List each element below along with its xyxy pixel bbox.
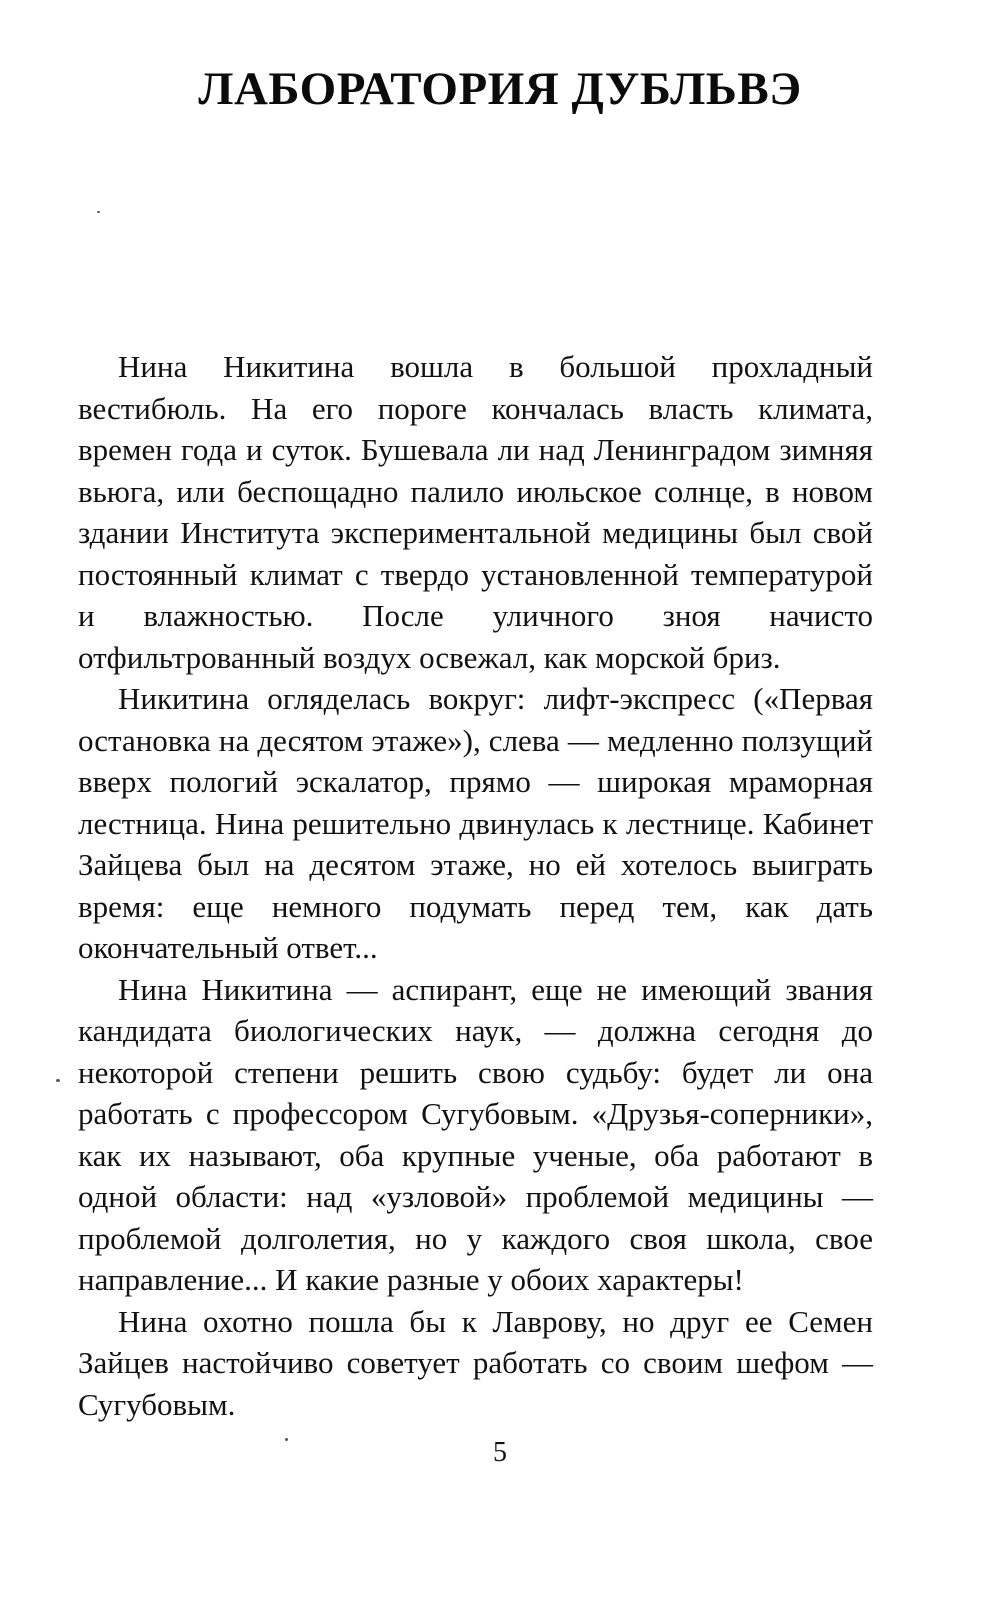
paragraph-3: Нина Никитина — аспирант, еще не имеющий звания кандидата биологических наук, — должна сегодня до некоторой степени решить свою судьбу: будет ли она работать с профессором Сугубовым. «Друзья-соперники», как их называют, оба крупные ученые, оба работают в одной области: над «узловой» проблемой медицины — проблемой долголетия, но у каждого своя школа, свое направление... И какие разные у обоих характеры!	[78, 971, 873, 1297]
paragraph-1: Нина Никитина вошла в большой прохладный вестибюль. На его пороге кончалась власть климата, времен года и суток. Бушевала ли над Ленинградом зимняя вьюга, или беспощадно палило июльское солнце, в новом здании Института экспериментальной медицины был свой постоянный климат с твердо установленной температурой и влажностью. После уличного зноя начисто отфильтрованный воздух освежал, как морской бриз.	[78, 349, 873, 675]
page-number: 5	[493, 1437, 507, 1468]
paragraph-2: Никитина огляделась вокруг: лифт-экспресс («Первая остановка на десятом этаже»), слева — медленно ползущий вверх пологий эскалатор, прямо — широкая мраморная лестница. Нина решительно двинулась к лестнице. Кабинет Зайцева был на десятом этаже, но ей хотелось выиграть время: еще немного подумать перед тем, как дать окончательный ответ...	[78, 681, 873, 965]
paragraph-4: Нина охотно пошла бы к Лаврову, но друг ее Семен Зайцев настойчиво советует работать со своим шефом — Сугубовым.	[78, 1303, 873, 1422]
print-speck	[285, 1438, 288, 1441]
chapter-body	[78, 346, 873, 1425]
print-speck	[97, 211, 100, 213]
print-speck	[56, 1079, 60, 1082]
chapter-title: ЛАБОРАТОРИЯ ДУБЛЬВЭ	[198, 63, 802, 115]
